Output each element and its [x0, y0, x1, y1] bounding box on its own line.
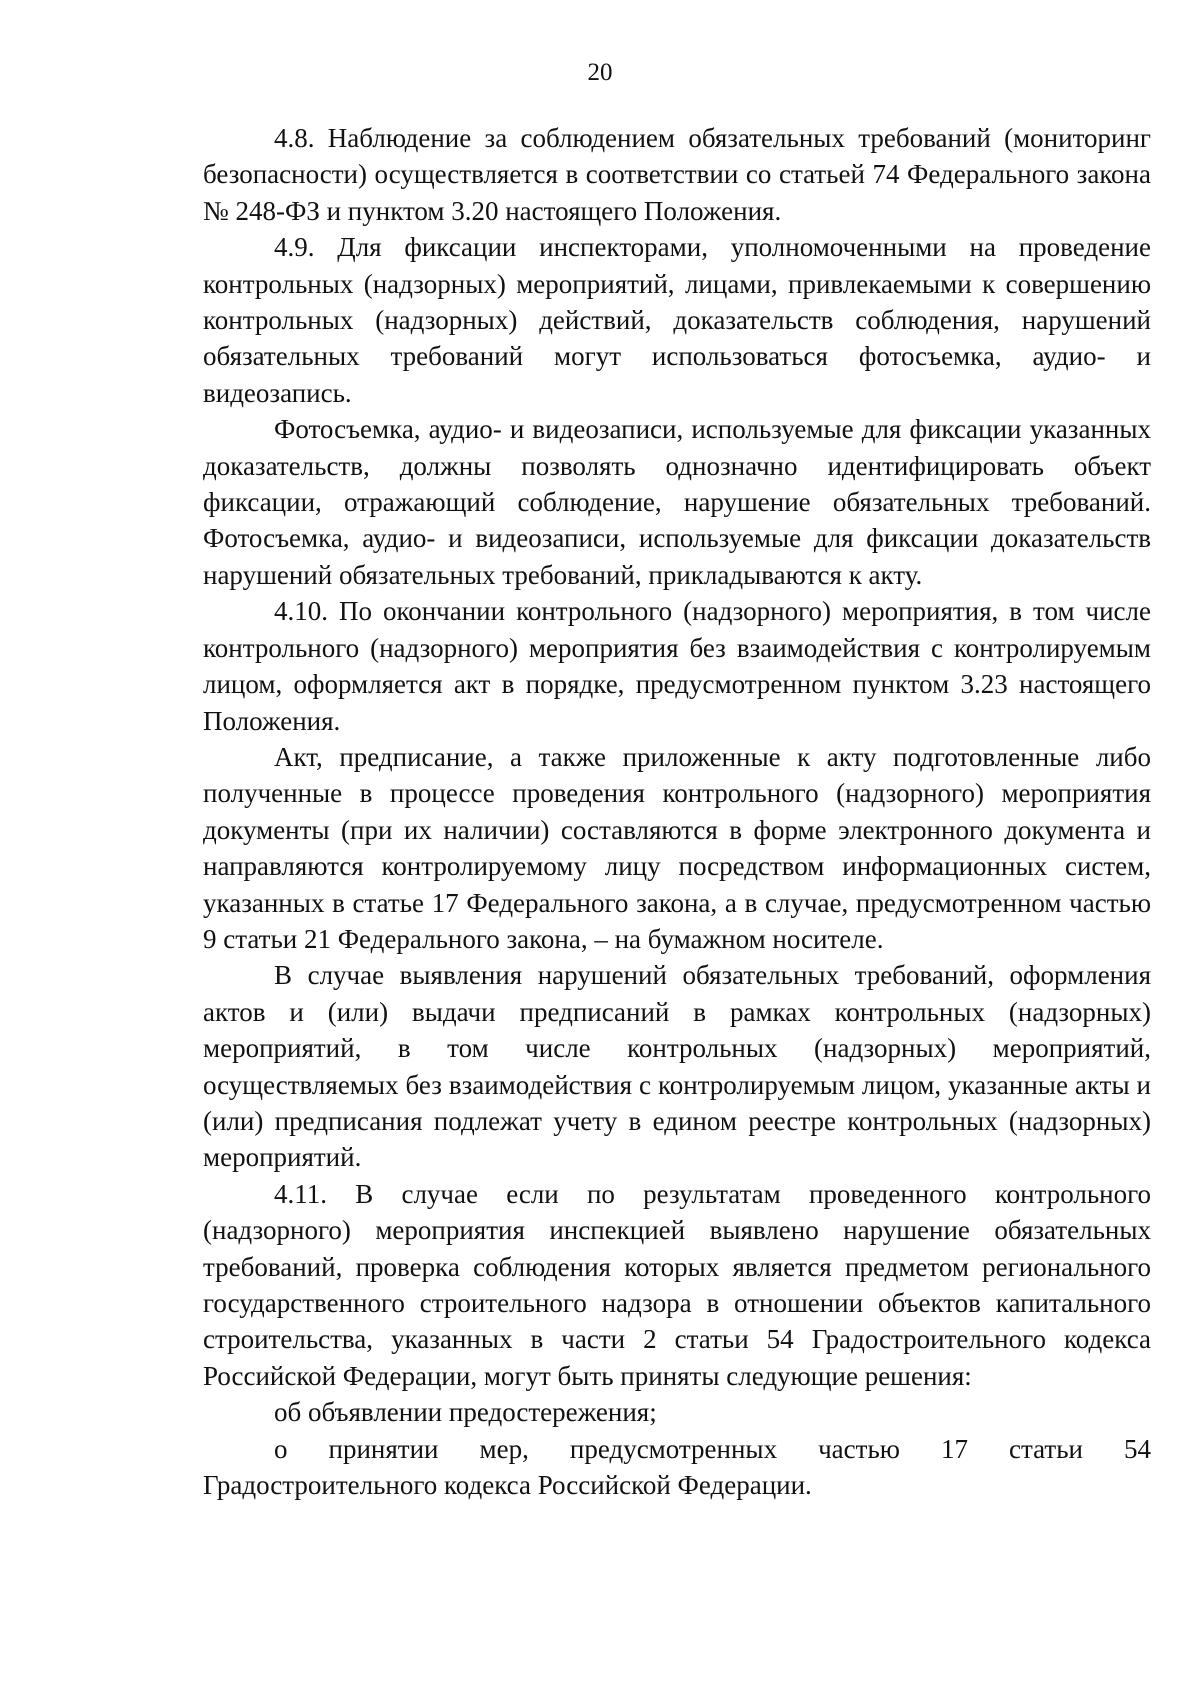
document-body: [203, 120, 1151, 1503]
list-item-warning: об объявлении предостережения;: [274, 1397, 657, 1428]
paragraph-4-9-photo: Фотосъемка, аудио- и видеозаписи, используемые для фиксации указанных доказательств, должны позволять однозначно идентифицировать объект фиксации, отражающий соблюдение, нарушение обязательных требований. Фотосъемка, аудио- и видеозаписи, используемые для фиксации доказательств нарушений обязательных требований, прикладываются к акту.: [203, 414, 1151, 590]
paragraph-4-11: 4.11. В случае если по результатам проведенного контрольного (надзорного) мероприятия инспекцией выявлено нарушение обязательных требований, проверка соблюдения которых является предметом регионального государственного строительного надзора в отношении объектов капитального строительства, указанных в части 2 статьи 54 Градостроительного кодекса Российской Федерации, могут быть приняты следующие решения:: [203, 1178, 1151, 1391]
paragraph-4-9: 4.9. Для фиксации инспекторами, уполномоченными на проведение контрольных (надзорных) мероприятий, лицами, привлекаемыми к совершению контрольных (надзорных) действий, доказательств соблюдения, нарушений обязательных требований могут использоваться фотосъемка, аудио- и видеозапись.: [203, 232, 1151, 408]
page-number: 20: [587, 59, 613, 86]
paragraph-4-10: 4.10. По окончании контрольного (надзорного) мероприятия, в том числе контрольного (надзорного) мероприятия без взаимодействия с контролируемым лицом, оформляется акт в порядке, предусмотренном пунктом 3.23 настоящего Положения.: [203, 596, 1151, 736]
paragraph-4-10-act: Акт, предписание, а также приложенные к акту подготовленные либо полученные в процессе проведения контрольного (надзорного) мероприятия документы (при их наличии) составляются в форме электронного документа и направляются контролируемому лицу посредством информационных систем, указанных в статье 17 Федерального закона, а в случае, предусмотренном частью 9 статьи 21 Федерального закона, – на бумажном носителе.: [203, 741, 1151, 954]
paragraph-4-10-registry: В случае выявления нарушений обязательных требований, оформления актов и (или) выдачи предписаний в рамках контрольных (надзорных) мероприятий, в том числе контрольных (надзорных) мероприятий, осуществляемых без взаимодействия с контролируемым лицом, указанные акты и (или) предписания подлежат учету в едином реестре контрольных (надзорных) мероприятий.: [203, 960, 1151, 1173]
list-item-measures: о принятии мер, предусмотренных частью 17 статьи 54 Градостроительного кодекса Российской Федерации.: [203, 1433, 1151, 1501]
paragraph-4-8: 4.8. Наблюдение за соблюдением обязательных требований (мониторинг безопасности) осуществляется в соответствии со статьей 74 Федерального закона № 248-ФЗ и пунктом 3.20 настоящего Положения.: [203, 123, 1151, 226]
